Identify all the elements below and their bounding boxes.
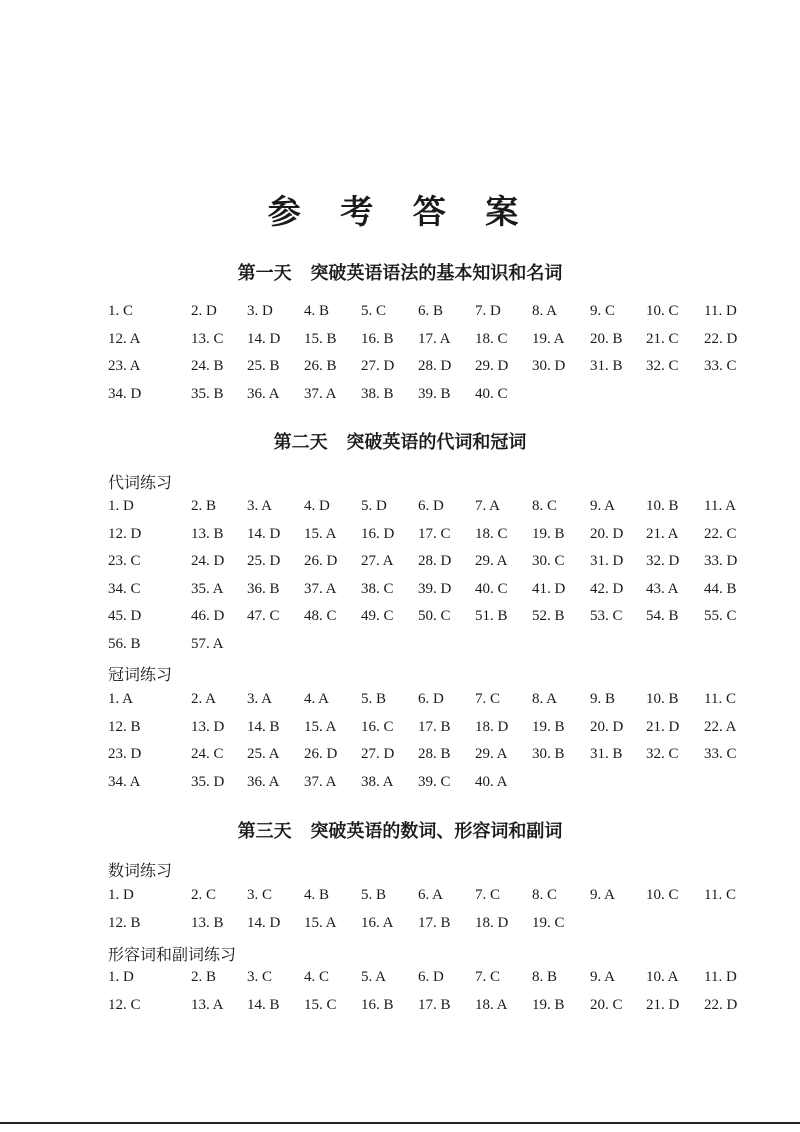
- answer-item: 9. A: [590, 887, 616, 903]
- answer-item: 10. A: [646, 969, 679, 985]
- answer-item: 44. B: [704, 580, 737, 597]
- answer-item: 33. C: [704, 358, 737, 375]
- subsection-title: 形容词和副词练习: [108, 945, 237, 964]
- answer-item: 21. D: [646, 996, 680, 1013]
- answer-item: 20. D: [590, 718, 624, 735]
- answer-item: 18. C: [475, 330, 508, 347]
- answer-item: 23. D: [108, 746, 142, 763]
- answer-item: 17. B: [418, 996, 451, 1013]
- answer-item: 54. B: [646, 608, 679, 625]
- answer-item: 10. C: [646, 887, 679, 903]
- answer-item: 6. D: [418, 691, 444, 707]
- section-title: 第二天 突破英语的代词和冠词: [273, 432, 527, 453]
- answer-item: 5. B: [361, 691, 387, 707]
- answer-item: 15. C: [304, 996, 337, 1013]
- answer-row: [0, 691, 800, 713]
- answer-item: 35. D: [191, 773, 225, 790]
- answer-item: 35. A: [191, 580, 224, 597]
- answer-item: 17. A: [418, 330, 451, 347]
- answer-item: 40. C: [475, 385, 508, 402]
- answer-item: 4. A: [304, 691, 330, 707]
- answer-item: 27. D: [361, 746, 395, 763]
- answer-item: 15. A: [304, 718, 337, 735]
- answer-item: 3. A: [247, 498, 273, 514]
- answer-item: 13. B: [191, 525, 224, 542]
- answer-item: 28. B: [418, 746, 451, 763]
- answer-item: 53. C: [590, 608, 623, 625]
- answer-row: [0, 331, 800, 353]
- answer-item: 29. D: [475, 358, 509, 375]
- answer-item: 16. B: [361, 330, 394, 347]
- answer-item: 20. B: [590, 330, 623, 347]
- page-title: 参 考 答 案: [267, 192, 533, 231]
- answer-item: 34. D: [108, 385, 142, 402]
- answer-item: 21. A: [646, 525, 679, 542]
- answer-item: 26. B: [304, 358, 337, 375]
- answer-item: 12. A: [108, 330, 141, 347]
- answer-item: 4. B: [304, 887, 330, 903]
- answer-item: 32. C: [646, 358, 679, 375]
- answer-item: 7. D: [475, 303, 501, 319]
- answer-item: 37. A: [304, 385, 337, 402]
- answer-item: 55. C: [704, 608, 737, 625]
- answer-item: 27. D: [361, 358, 395, 375]
- answer-item: 30. C: [532, 553, 565, 570]
- answer-row: [0, 553, 800, 575]
- answer-item: 1. D: [108, 498, 134, 514]
- answer-item: 15. A: [304, 914, 337, 931]
- answer-item: 18. C: [475, 525, 508, 542]
- answer-item: 12. C: [108, 996, 141, 1013]
- answer-item: 52. B: [532, 608, 565, 625]
- answer-item: 10. B: [646, 498, 679, 514]
- answer-item: 25. D: [247, 553, 281, 570]
- answer-item: 22. D: [704, 996, 738, 1013]
- answer-item: 42. D: [590, 580, 624, 597]
- answer-item: 47. C: [247, 608, 280, 625]
- answer-item: 26. D: [304, 746, 338, 763]
- answer-item: 14. B: [247, 996, 280, 1013]
- answer-item: 18. A: [475, 996, 508, 1013]
- answer-item: 21. D: [646, 718, 680, 735]
- answer-item: 3. C: [247, 887, 273, 903]
- answer-item: 8. C: [532, 887, 558, 903]
- answer-item: 13. A: [191, 996, 224, 1013]
- answer-item: 37. A: [304, 773, 337, 790]
- answer-item: 13. C: [191, 330, 224, 347]
- answer-item: 16. B: [361, 996, 394, 1013]
- answer-item: 1. D: [108, 969, 134, 985]
- answer-item: 30. B: [532, 746, 565, 763]
- answer-item: 11. C: [704, 691, 736, 707]
- answer-item: 8. A: [532, 691, 558, 707]
- answer-item: 25. B: [247, 358, 280, 375]
- answer-item: 26. D: [304, 553, 338, 570]
- answer-item: 19. B: [532, 718, 565, 735]
- answer-item: 48. C: [304, 608, 337, 625]
- answer-item: 51. B: [475, 608, 508, 625]
- answer-item: 2. B: [191, 498, 217, 514]
- answer-item: 13. B: [191, 914, 224, 931]
- bottom-rule: [0, 1122, 800, 1124]
- answer-item: 20. C: [590, 996, 623, 1013]
- answer-item: 15. A: [304, 525, 337, 542]
- answer-item: 11. C: [704, 887, 736, 903]
- answer-item: 11. D: [704, 969, 737, 985]
- answer-row: [0, 358, 800, 380]
- answer-item: 2. A: [191, 691, 217, 707]
- answer-item: 46. D: [191, 608, 225, 625]
- answer-item: 9. B: [590, 691, 616, 707]
- section-title: 第三天 突破英语的数词、形容词和副词: [237, 821, 563, 842]
- answer-item: 37. A: [304, 580, 337, 597]
- answer-item: 34. A: [108, 773, 141, 790]
- section-title: 第一天 突破英语语法的基本知识和名词: [237, 263, 563, 284]
- answer-item: 40. C: [475, 580, 508, 597]
- answer-item: 43. A: [646, 580, 679, 597]
- answer-item: 38. C: [361, 580, 394, 597]
- answer-item: 2. B: [191, 969, 217, 985]
- answer-row: [0, 746, 800, 768]
- answer-item: 5. C: [361, 303, 387, 319]
- answer-item: 33. C: [704, 746, 737, 763]
- answer-item: 38. B: [361, 385, 394, 402]
- answer-item: 35. B: [191, 385, 224, 402]
- answer-row: [0, 915, 800, 937]
- answer-item: 11. D: [704, 303, 737, 319]
- answer-item: 22. D: [704, 330, 738, 347]
- answer-item: 12. B: [108, 718, 141, 735]
- answer-item: 36. A: [247, 385, 280, 402]
- answer-item: 18. D: [475, 718, 509, 735]
- answer-item: 10. C: [646, 303, 679, 319]
- answer-item: 17. B: [418, 718, 451, 735]
- answer-item: 14. D: [247, 330, 281, 347]
- answer-item: 31. B: [590, 746, 623, 763]
- answer-item: 32. D: [646, 553, 680, 570]
- answer-item: 28. D: [418, 553, 452, 570]
- answer-row: [0, 774, 800, 796]
- answer-row: [0, 887, 800, 909]
- answer-item: 8. A: [532, 303, 558, 319]
- answer-item: 5. A: [361, 969, 387, 985]
- answer-item: 2. C: [191, 887, 217, 903]
- answer-item: 6. D: [418, 969, 444, 985]
- answer-item: 12. D: [108, 525, 142, 542]
- answer-item: 39. C: [418, 773, 451, 790]
- answer-item: 9. A: [590, 498, 616, 514]
- answer-item: 14. B: [247, 718, 280, 735]
- answer-item: 31. B: [590, 358, 623, 375]
- answer-item: 10. B: [646, 691, 679, 707]
- answer-item: 39. B: [418, 385, 451, 402]
- answer-item: 45. D: [108, 608, 142, 625]
- answer-item: 1. A: [108, 691, 134, 707]
- answer-item: 33. D: [704, 553, 738, 570]
- answer-item: 12. B: [108, 914, 141, 931]
- answer-item: 17. C: [418, 525, 451, 542]
- answer-item: 32. C: [646, 746, 679, 763]
- subsection-title: 数词练习: [108, 861, 173, 880]
- answer-item: 1. C: [108, 303, 134, 319]
- answer-item: 21. C: [646, 330, 679, 347]
- answer-item: 1. D: [108, 887, 134, 903]
- answer-row: [0, 303, 800, 325]
- answer-item: 7. C: [475, 691, 501, 707]
- answer-item: 20. D: [590, 525, 624, 542]
- answer-item: 29. A: [475, 553, 508, 570]
- answer-item: 57. A: [191, 636, 224, 652]
- answer-item: 49. C: [361, 608, 394, 625]
- answer-row: [0, 498, 800, 520]
- answer-item: 24. C: [191, 746, 224, 763]
- answer-row: [0, 719, 800, 741]
- answer-item: 40. A: [475, 773, 508, 790]
- answer-item: 5. B: [361, 887, 387, 903]
- answer-item: 3. A: [247, 691, 273, 707]
- answer-row: [0, 608, 800, 630]
- answer-item: 19. C: [532, 914, 565, 931]
- answer-item: 6. D: [418, 498, 444, 514]
- answer-row: [0, 997, 800, 1019]
- answer-item: 7. A: [475, 498, 501, 514]
- answer-item: 24. D: [191, 553, 225, 570]
- answer-item: 13. D: [191, 718, 225, 735]
- answer-item: 31. D: [590, 553, 624, 570]
- answer-item: 6. A: [418, 887, 444, 903]
- answer-item: 4. D: [304, 498, 330, 514]
- answer-item: 9. A: [590, 969, 616, 985]
- answer-item: 14. D: [247, 525, 281, 542]
- answer-item: 36. A: [247, 773, 280, 790]
- answer-item: 16. A: [361, 914, 394, 931]
- answer-item: 3. D: [247, 303, 273, 319]
- answer-item: 38. A: [361, 773, 394, 790]
- answer-item: 2. D: [191, 303, 217, 319]
- answer-row: [0, 969, 800, 991]
- answer-item: 16. D: [361, 525, 395, 542]
- answer-item: 3. C: [247, 969, 273, 985]
- answer-item: 17. B: [418, 914, 451, 931]
- answer-item: 15. B: [304, 330, 337, 347]
- answer-item: 24. B: [191, 358, 224, 375]
- answer-item: 11. A: [704, 498, 736, 514]
- answer-row: [0, 581, 800, 603]
- answer-item: 4. C: [304, 969, 330, 985]
- subsection-title: 代词练习: [108, 473, 173, 492]
- answer-row: [0, 526, 800, 548]
- answer-item: 22. C: [704, 525, 737, 542]
- answer-item: 16. C: [361, 718, 394, 735]
- answer-item: 39. D: [418, 580, 452, 597]
- answer-item: 9. C: [590, 303, 616, 319]
- answer-item: 56. B: [108, 636, 141, 652]
- answer-item: 25. A: [247, 746, 280, 763]
- answer-item: 7. C: [475, 887, 501, 903]
- answer-item: 41. D: [532, 580, 566, 597]
- answer-row: [0, 386, 800, 408]
- answer-row: [0, 636, 800, 658]
- subsection-title: 冠词练习: [108, 665, 173, 684]
- answer-item: 6. B: [418, 303, 444, 319]
- answer-item: 36. B: [247, 580, 280, 597]
- answer-item: 8. C: [532, 498, 558, 514]
- answer-item: 28. D: [418, 358, 452, 375]
- answer-item: 5. D: [361, 498, 387, 514]
- answer-item: 23. C: [108, 553, 141, 570]
- answer-item: 29. A: [475, 746, 508, 763]
- answer-item: 22. A: [704, 718, 737, 735]
- answer-item: 19. A: [532, 330, 565, 347]
- answer-item: 27. A: [361, 553, 394, 570]
- answer-item: 19. B: [532, 996, 565, 1013]
- answer-item: 4. B: [304, 303, 330, 319]
- answer-item: 18. D: [475, 914, 509, 931]
- answer-item: 14. D: [247, 914, 281, 931]
- answer-item: 8. B: [532, 969, 558, 985]
- answer-item: 30. D: [532, 358, 566, 375]
- answer-item: 19. B: [532, 525, 565, 542]
- answer-item: 7. C: [475, 969, 501, 985]
- answer-item: 23. A: [108, 358, 141, 375]
- answer-item: 50. C: [418, 608, 451, 625]
- answer-item: 34. C: [108, 580, 141, 597]
